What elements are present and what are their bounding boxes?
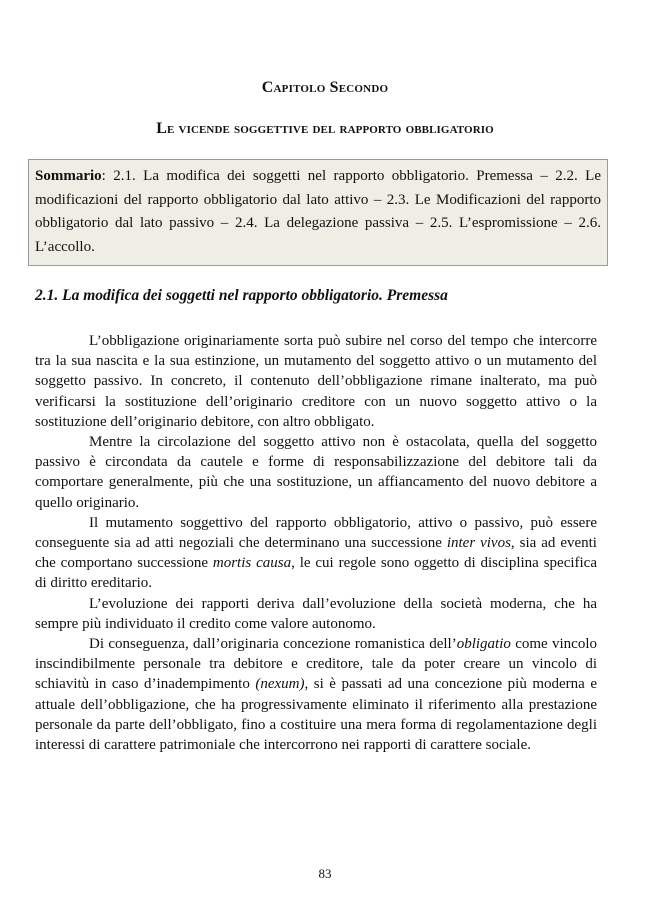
page-number: 83: [318, 866, 332, 881]
paragraph-3-term-inter-vivos: inter vivos,: [446, 535, 515, 552]
paragraph-3: [35, 513, 597, 594]
paragraph-5-text-a: Di conseguenza, dall’originaria concezione romanistica dell’: [89, 636, 457, 653]
paragraph-5-term-obligatio: obligatio: [456, 636, 511, 653]
chapter-subtitle: Le vicende soggettive del rapporto obbligatorio: [156, 120, 494, 137]
body-text: [35, 331, 597, 755]
paragraph-3-text-a: Il mutamento soggettivo del rapporto obbligatorio, attivo o passivo, può essere conseguente sia ad atti negoziali che determinano una successione: [35, 514, 597, 552]
paragraph-4: L’evoluzione dei rapporti deriva dall’evoluzione della società moderna, che ha sempre più individuato il credito come valore autonomo.: [35, 595, 597, 632]
paragraph-5-text-e: , si è passati ad una concezione più moderna e attuale dell’obbligazione, che ha progressivamente eliminato il riferimento alla prestazione personale da parte dell’obbligato, fino a costituire una mera forma di regolamentazione degli interessi di carattere patrimoniale che intercorrono nei rapporti di carattere sociale.: [35, 676, 598, 754]
paragraph-2: Mentre la circolazione del soggetto attivo non è ostacolata, quella del soggetto passivo è circondata da cautele e forme di responsabilizzazione del debitore tali da comportare generalmente, più che una sostituzione, un affiancamento del nuovo debitore a quello originario.: [35, 434, 597, 511]
paragraph-5-term-nexum: (nexum): [255, 676, 305, 693]
chapter-title: Capitolo Secondo: [261, 79, 389, 96]
summary-box: [28, 159, 608, 266]
paragraph-3-term-mortis-causa: mortis causa: [212, 555, 292, 572]
summary-label: Sommario: [35, 168, 102, 184]
paragraph-5-text-c: come vincolo inscindibilmente personale tra debitore e creditore, tale da poter creare un vincolo di schiavitù in caso d’inadempimento: [35, 636, 597, 693]
paragraph-3-text-e: , le cui regole sono oggetto di disciplina specifica di diritto ereditario.: [35, 555, 597, 592]
section-heading: 2.1. La modifica dei soggetti nel rapporto obbligatorio. Premessa: [35, 287, 448, 304]
paragraph-3-text-c: sia ad eventi che comportano successione: [35, 535, 597, 572]
summary-text: : 2.1. La modifica dei soggetti nel rapporto obbligatorio. Premessa – 2.2. Le modificazioni del rapporto obbligatorio dal lato attivo – 2.3. Le Modificazioni del rapporto obbligatorio dal lato passivo – 2.4. La delegazione passiva – 2.5. L’espromissione – 2.6. L’accollo.: [35, 168, 601, 255]
paragraph-5: [35, 634, 597, 755]
paragraph-1: L’obbligazione originariamente sorta può subire nel corso del tempo che intercorre tra la sua nascita e la sua estinzione, un mutamento del soggetto attivo o un mutamento del soggetto passivo. In concreto, il contenuto dell’obbligazione rimane inalterato, ma può verificarsi la sostituzione dell’originario creditore con un nuovo soggetto attivo o la sostituzione dell’originario debitore, con altro obbligato.: [35, 333, 597, 430]
